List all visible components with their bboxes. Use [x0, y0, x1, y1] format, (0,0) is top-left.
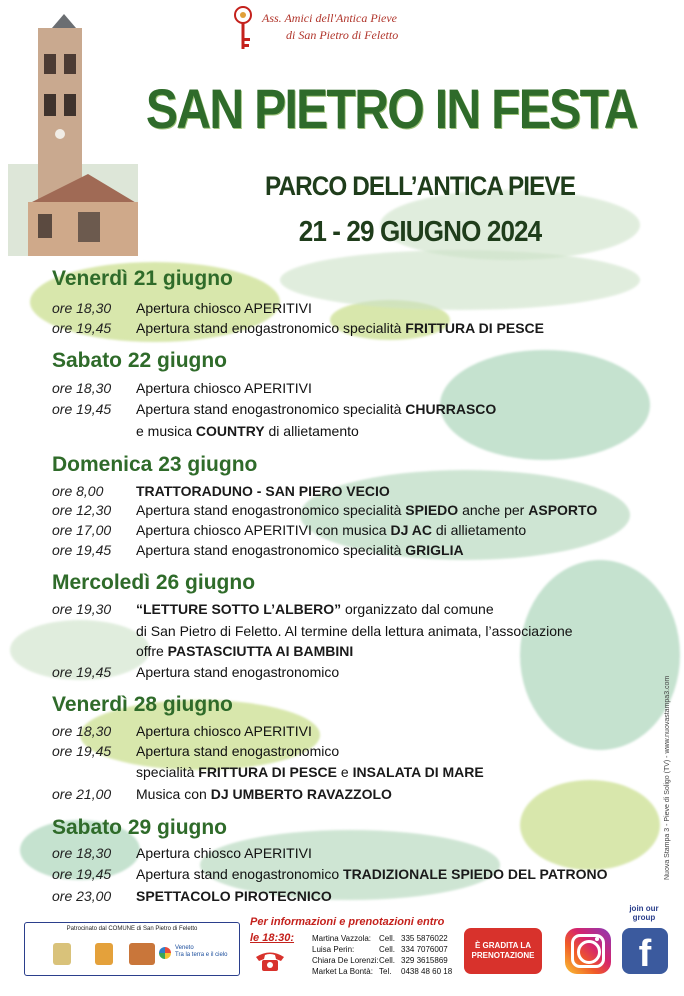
program-row	[52, 481, 662, 501]
row-time: ore 21,00	[52, 786, 112, 802]
row-highlight: “LETTURE SOTTO L’ALBERO”	[136, 601, 342, 617]
patronage-box	[24, 922, 240, 976]
row-highlight: TRATTORADUNO - SAN PIERO VECIO	[136, 483, 390, 499]
row-text: Apertura stand enogastronomico specialità	[136, 320, 406, 336]
veneto-region-icon	[159, 947, 171, 959]
program-row	[52, 378, 662, 398]
row-highlight: GRIGLIA	[405, 542, 464, 558]
program-row	[52, 662, 662, 682]
day-title: Venerdì 21 giugno	[52, 267, 233, 290]
contact-row	[312, 966, 452, 977]
program-row	[52, 886, 662, 906]
program-row	[136, 641, 684, 661]
contact-number[interactable]: 329 3615869	[401, 956, 448, 965]
row-highlight: CHURRASCO	[405, 401, 497, 417]
row-time: ore 19,45	[52, 401, 112, 417]
veneto-line1: Veneto	[175, 945, 194, 951]
row-tail: anche per	[458, 502, 529, 518]
row-highlight: COUNTRY	[195, 423, 265, 439]
program-row	[52, 721, 662, 741]
reservation-badge	[464, 928, 542, 974]
contact-number[interactable]: 335 5876022	[401, 934, 448, 943]
sponsor-logo-icon	[95, 943, 113, 965]
row-tail: e	[336, 764, 353, 780]
row-time: ore 17,00	[52, 522, 112, 538]
veneto-region-logo	[175, 945, 227, 959]
day-title: Venerdì 28 giugno	[52, 693, 233, 716]
row-highlight: SPETTACOLO PIROTECNICO	[136, 888, 332, 904]
row-text: Apertura stand enogastronomico specialità	[136, 502, 406, 518]
info-deadline: le 18:30:	[250, 932, 295, 944]
program-row	[52, 500, 662, 520]
row-highlight: SPIEDO	[405, 502, 459, 518]
contact-name: Luisa Perin:	[312, 945, 355, 954]
row-time: ore 19,45	[52, 664, 112, 680]
program-row	[52, 318, 662, 338]
contact-list	[312, 933, 452, 977]
row-highlight: PASTASCIUTTA AI BAMBINI	[167, 643, 354, 659]
contact-kind: Cell.	[379, 934, 396, 943]
contact-name: Martina Vazzola:	[312, 934, 371, 943]
row-highlight: DJ UMBERTO RAVAZZOLO	[210, 786, 392, 802]
contact-row	[312, 933, 452, 944]
contact-row	[312, 944, 452, 955]
association-name-line2: di San Pietro di Feletto	[286, 28, 399, 42]
row-highlight: DJ AC	[390, 522, 432, 538]
row-time: ore 19,45	[52, 320, 112, 336]
row-highlight-2: INSALATA DI MARE	[352, 764, 484, 780]
row-highlight: FRITTURA DI PESCE	[198, 764, 337, 780]
association-name-line1: Ass. Amici dell'Antica Pieve	[262, 11, 397, 25]
patronage-text: Patrocinato dal COMUNE di San Pietro di Feletto	[66, 926, 198, 932]
program-row	[52, 741, 662, 761]
row-text: specialità	[136, 764, 199, 780]
program-row	[52, 864, 662, 884]
row-text: Apertura chiosco APERITIVI con musica	[136, 522, 391, 538]
row-text: Apertura stand enogastronomico	[136, 743, 340, 759]
row-text: Apertura chiosco APERITIVI	[136, 380, 312, 396]
row-text: Apertura stand enogastronomico	[136, 866, 344, 882]
row-time: ore 8,00	[52, 483, 104, 499]
row-highlight: FRITTURA DI PESCE	[405, 320, 544, 336]
row-text: offre	[136, 643, 168, 659]
sponsor-logo-icon	[129, 943, 155, 965]
municipality-crest-icon	[53, 943, 71, 965]
contact-kind: Tel.	[379, 967, 392, 976]
program-row	[136, 421, 684, 441]
row-text: Apertura chiosco APERITIVI	[136, 845, 312, 861]
row-text: Apertura stand enogastronomico	[136, 664, 340, 680]
program-row	[52, 298, 662, 318]
row-highlight-2: ASPORTO	[528, 502, 598, 518]
contact-name: Market La Bontà:	[312, 967, 373, 976]
event-title: SAN PIETRO IN FESTA	[145, 77, 637, 140]
row-time: ore 19,30	[52, 601, 112, 617]
row-time: ore 18,30	[52, 845, 112, 861]
info-title: Per informazioni e prenotazioni entro	[250, 916, 445, 928]
row-tail: di allietamento	[431, 522, 527, 538]
program-row	[52, 843, 662, 863]
row-time: ore 18,30	[52, 300, 112, 316]
row-text: di San Pietro di Feletto. Al termine della lettura animata, l’associazione	[136, 623, 573, 639]
row-text: Apertura chiosco APERITIVI	[136, 300, 312, 316]
badge-line1: È GRADITA LA	[475, 941, 531, 950]
contact-number[interactable]: 334 7076007	[401, 945, 448, 954]
event-location: PARCO DELL’ANTICA PIEVE	[264, 171, 576, 201]
telephone-icon	[254, 948, 286, 972]
instagram-icon[interactable]	[565, 928, 611, 974]
event-dates: 21 - 29 GIUGNO 2024	[298, 216, 542, 248]
contact-kind: Cell.	[379, 945, 396, 954]
row-text: Musica con	[136, 786, 211, 802]
row-time: ore 12,30	[52, 502, 112, 518]
row-tail: di allietamento	[264, 423, 359, 439]
row-highlight: TRADIZIONALE SPIEDO DEL PATRONO	[343, 866, 608, 882]
contact-row	[312, 955, 452, 966]
program-row	[52, 399, 662, 419]
contact-kind: Cell.	[379, 956, 396, 965]
day-title: Sabato 29 giugno	[52, 816, 228, 839]
row-time: ore 19,45	[52, 743, 112, 759]
badge-line2: PRENOTAZIONE	[471, 951, 535, 960]
join-line1: join our	[629, 904, 659, 913]
row-time: ore 23,00	[52, 888, 112, 904]
row-time: ore 18,30	[52, 723, 112, 739]
row-text: Apertura stand enogastronomico specialità	[136, 401, 406, 417]
join-line2: group	[632, 913, 656, 922]
facebook-icon[interactable]: f	[622, 928, 668, 974]
row-text: Apertura chiosco APERITIVI	[136, 723, 312, 739]
contact-name: Chiara De Lorenzi:	[312, 956, 379, 965]
program-row	[52, 520, 662, 540]
program-row	[136, 621, 684, 641]
day-title: Sabato 22 giugno	[52, 349, 228, 372]
printer-credit: Nuova Stampa 3 - Pieve di Soligo (TV) - www.nuovastampa3.com	[664, 675, 671, 880]
program-row	[52, 599, 662, 619]
program-row	[52, 540, 662, 560]
veneto-line2: Tra la terra e il cielo	[175, 952, 228, 958]
row-text: Apertura stand enogastronomico specialità	[136, 542, 406, 558]
join-group-label	[624, 904, 664, 922]
contact-number[interactable]: 0438 48 60 18	[401, 967, 453, 976]
row-time: ore 18,30	[52, 380, 112, 396]
program-row	[52, 784, 662, 804]
row-tail: organizzato dal comune	[341, 601, 494, 617]
program-row	[136, 762, 684, 782]
day-title: Domenica 23 giugno	[52, 453, 258, 476]
row-text: e musica	[136, 423, 196, 439]
day-title: Mercoledì 26 giugno	[52, 571, 256, 594]
row-time: ore 19,45	[52, 866, 112, 882]
row-time: ore 19,45	[52, 542, 112, 558]
